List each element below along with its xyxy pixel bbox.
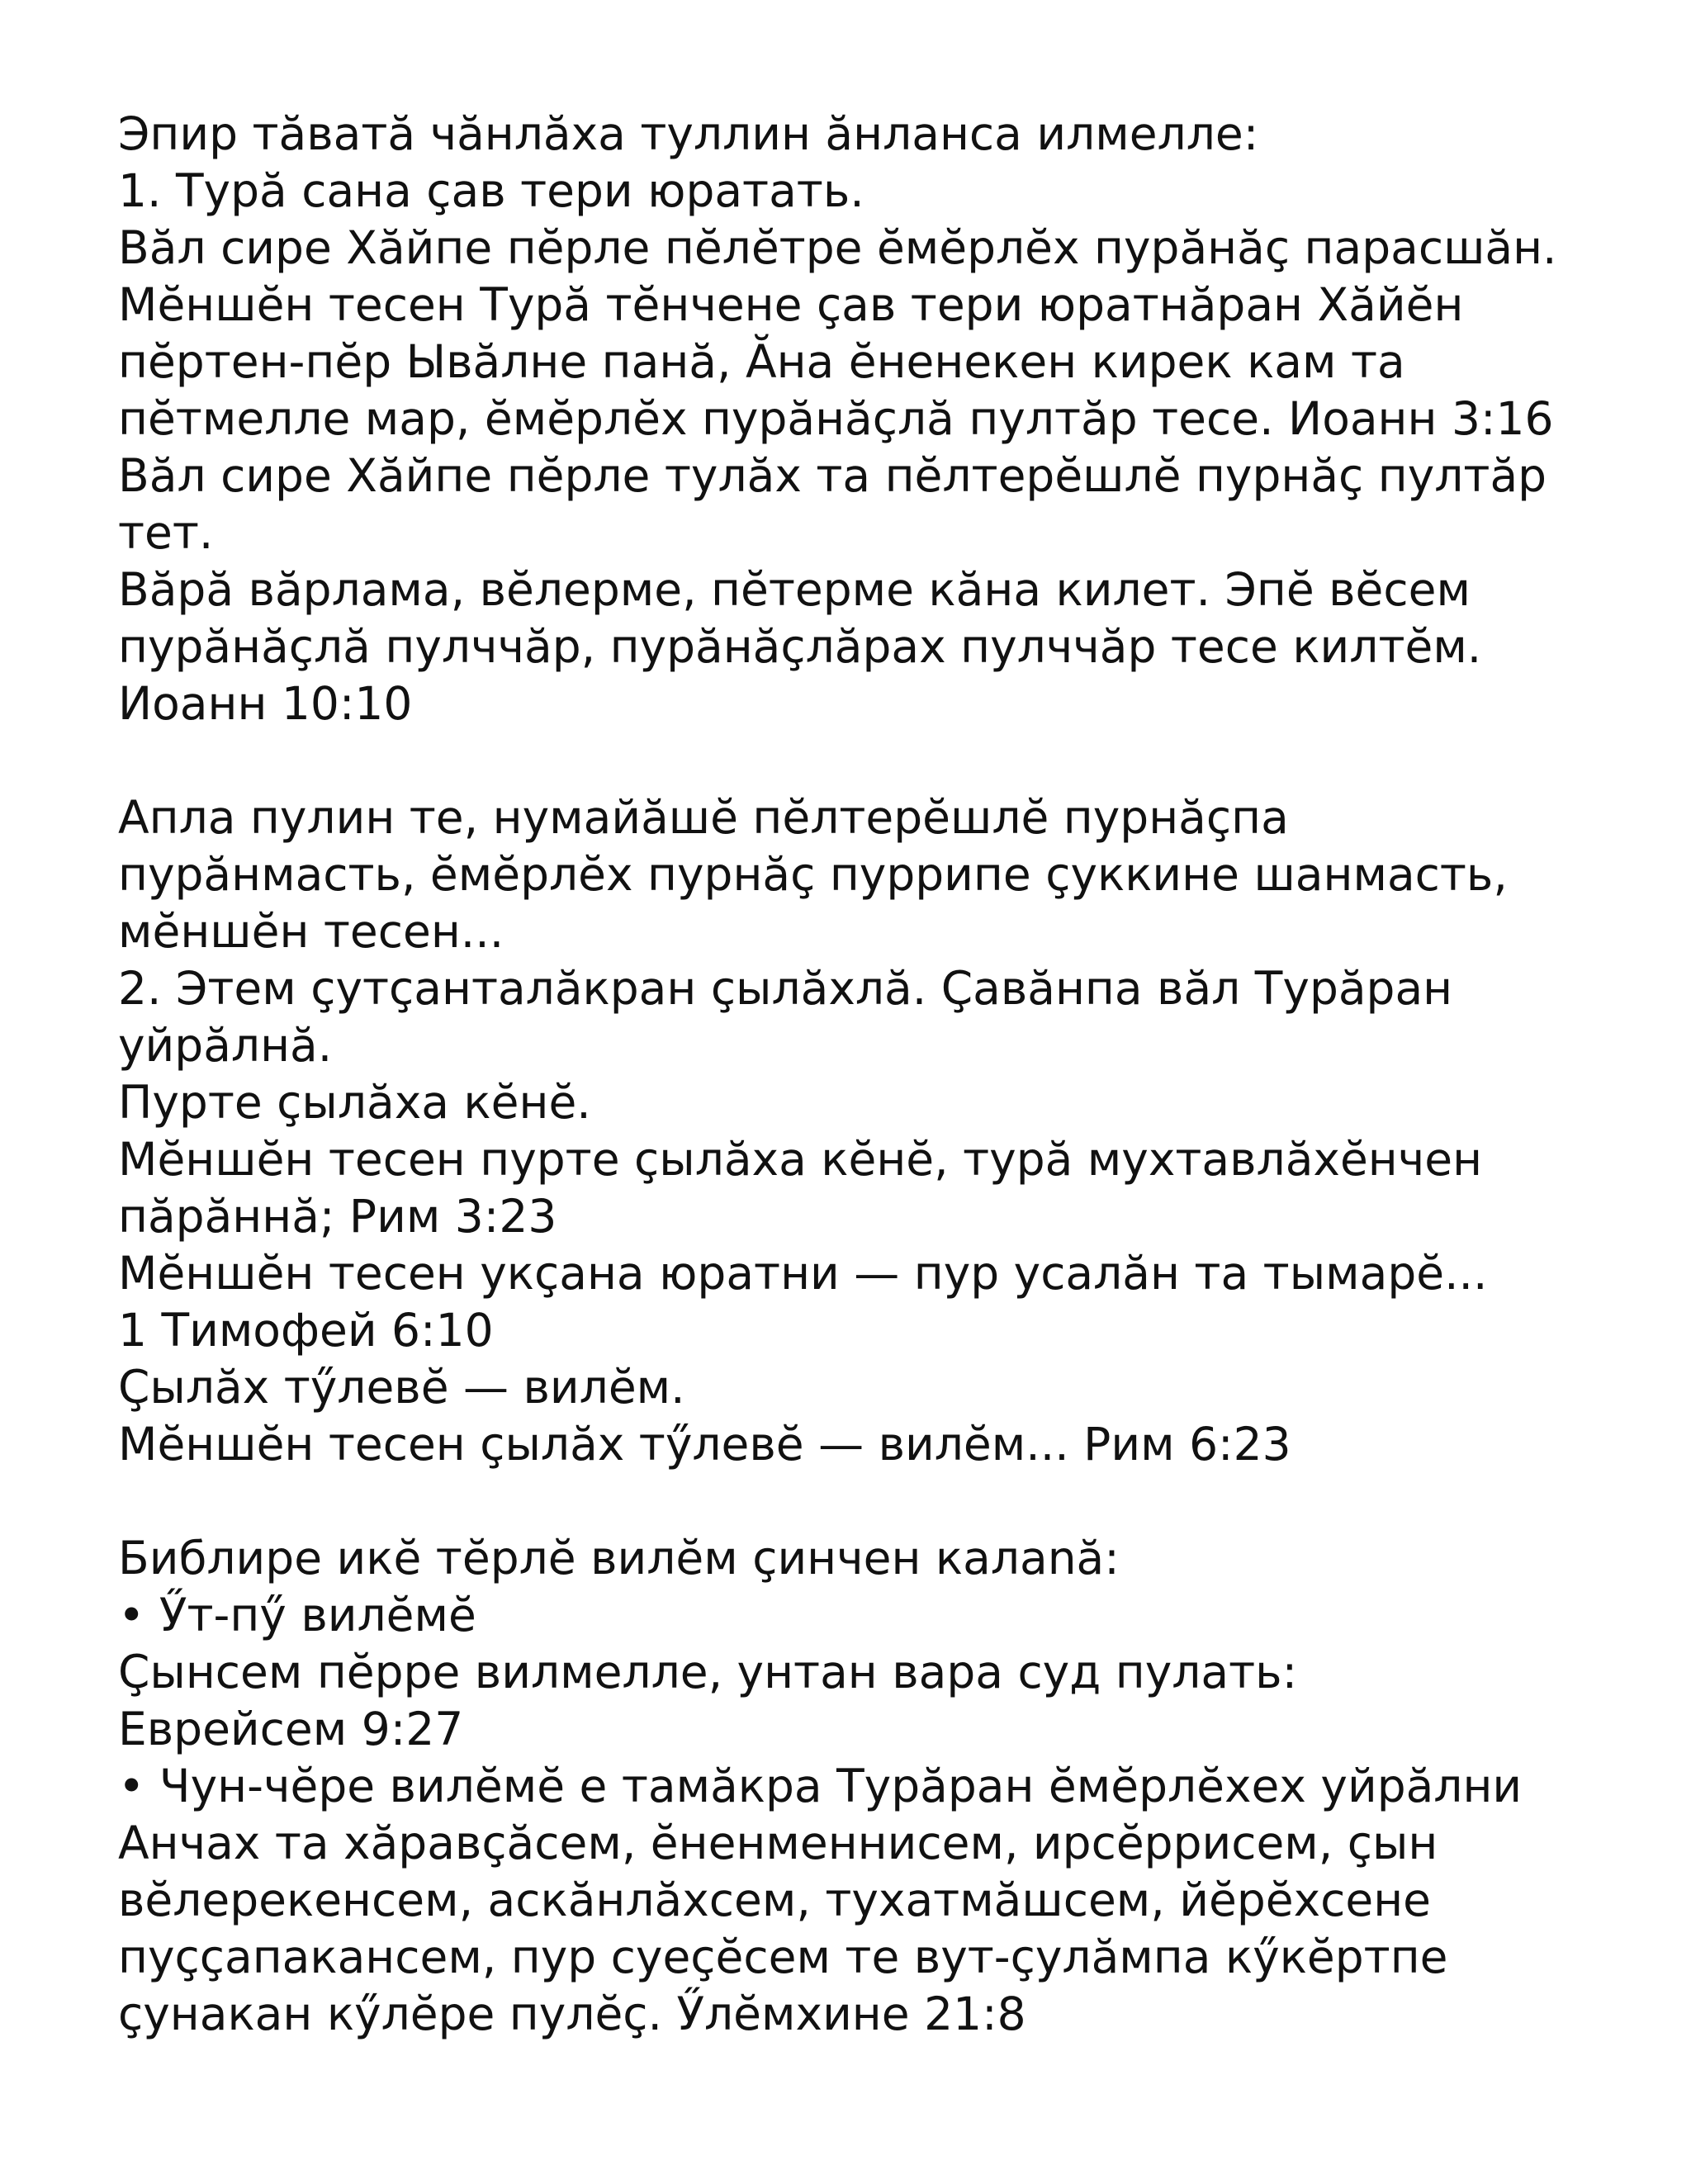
text-line: Еврейсем 9:27 [118,1703,464,1755]
text-line: 2. Этем çутçанталăкран çылăхлă. Çавăнпа вăл Турăран [118,962,1453,1015]
text-line: Апла пулин те, нумайăшĕ пĕлтерĕшлĕ пурнăçпа [118,791,1289,844]
text-line: Библире икĕ тĕрлĕ вилĕм çинчен калană: [118,1532,1120,1585]
text-line: Çылăх тӳлевĕ — вилĕм. [118,1361,685,1414]
text-line: Пурте çылăха кĕнĕ. [118,1076,591,1129]
text-line: 1. Турă сана çав тери юратать. [118,164,864,217]
text-line: пурăнмасть, ĕмĕрлĕх пурнăç пуррипе çуккине шанмасть, [118,848,1508,901]
text-line: 1 Тимофей 6:10 [118,1304,494,1357]
text-line: Мĕншĕн тесен Турă тĕнчене çав тери юратнăран Хăйĕн [118,278,1464,331]
text-line: • Чун-чĕре вилĕмĕ е тамăкра Турăран ĕмĕрлĕхех уйрăлни [118,1760,1523,1812]
document-text [118,106,1654,2043]
text-line: Вăл сире Хăйпе пĕрле тулăх та пĕлтерĕшлĕ пурнăç пултăр [118,449,1547,502]
blank-line [118,732,1654,789]
text-line: пурăнăçлă пулччăр, пурăнăçлăрах пулччăр тесе килтĕм. [118,620,1482,673]
text-line: çунакан кӳлĕре пулĕç. Ӳлĕмхине 21:8 [118,1987,1026,2040]
text-line: уйрăлнă. [118,1019,333,1072]
text-line: Иоанн 10:10 [118,677,413,730]
text-line: пĕтмелле мар, ĕмĕрлĕх пурăнăçлă пултăр тесе. Иоанн 3:16 [118,392,1554,445]
text-line: Эпир тăватă чăнлăха туллин ăнланса илмелле: [118,107,1259,160]
text-line: тет. [118,506,214,559]
text-line: Çынсем пĕрре вилмелле, унтан вара суд пулать: [118,1646,1298,1698]
text-line: • Ӳт-пӳ вилĕмĕ [118,1589,476,1642]
text-line: Анчах та хăравçăсем, ĕненменнисем, ирсĕррисем, çын [118,1817,1438,1869]
text-line: мĕншĕн тесен... [118,905,504,958]
text-line: вĕлерекенсем, аскăнлăхсем, тухатмăшсем, йĕрĕхсене [118,1874,1432,1926]
text-line: Мĕншĕн тесен пурте çылăха кĕнĕ, турă мухтавлăхĕнчен [118,1133,1483,1186]
text-line: Мĕншĕн тесен укçана юратни — пур усалăн та тымарĕ... [118,1247,1488,1300]
text-line: пăрăннă; Рим 3:23 [118,1190,557,1243]
text-line: Мĕншĕн тесен çылăх тӳлевĕ — вилĕм... Рим 6:23 [118,1418,1291,1471]
text-line: Вăл сире Хăйпе пĕрле пĕлĕтре ĕмĕрлĕх пурăнăç парасшăн. [118,221,1557,274]
text-line: Вăрă вăрлама, вĕлерме, пĕтерме кăна килет. Эпĕ вĕсем [118,563,1471,616]
text-line: пĕртен-пĕр Ывăлне панă, Ăна ĕненекен кирек кам та [118,335,1405,388]
text-line: пуççапакансем, пур суеçĕсем те вут-çулăмпа кӳкĕртпе [118,1931,1448,1983]
blank-line [118,1473,1654,1530]
